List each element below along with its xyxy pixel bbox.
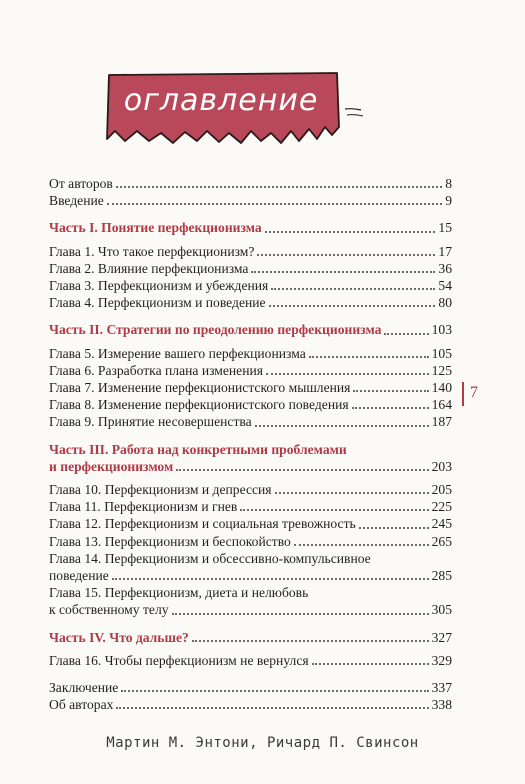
toc-row-chapter[interactable]: Глава 12. Перфекционизм и социальная тревожность 245	[49, 516, 452, 532]
toc-row-chapter-15-line1[interactable]: Глава 15. Перфекционизм, диета и нелюбовь	[49, 585, 309, 601]
page-number: 7	[470, 384, 478, 401]
toc-row-chapter[interactable]: Глава 3. Перфекционизм и убеждения 54	[49, 278, 452, 294]
toc-row-chapter[interactable]: Глава 11. Перфекционизм и гнев 225	[49, 499, 452, 515]
toc-row-conclusion[interactable]: Заключение 337	[49, 680, 452, 696]
toc-row-chapter[interactable]: Глава 4. Перфекционизм и поведение 80	[49, 295, 452, 311]
toc-row-chapter-14-line1[interactable]: Глава 14. Перфекционизм и обсессивно-компульсивное	[49, 550, 371, 566]
page-number-bar	[462, 382, 464, 406]
authors-footer: Мартин М. Энтони, Ричард П. Свинсон	[106, 735, 419, 751]
title-banner	[101, 69, 375, 153]
toc-part-1[interactable]: Часть I. Понятие перфекционизма 15	[49, 220, 452, 236]
toc-row-chapter[interactable]: Глава 6. Разработка плана изменения 125	[49, 362, 452, 378]
toc-title: оглавление	[123, 83, 319, 118]
toc-row-chapter[interactable]: Глава 16. Чтобы перфекционизм не вернулся 329	[49, 652, 452, 668]
table-of-contents	[49, 175, 452, 713]
toc-row-chapter[interactable]: Глава 13. Перфекционизм и беспокойство 265	[49, 533, 452, 549]
toc-row-chapter[interactable]: Глава 10. Перфекционизм и депрессия 205	[49, 482, 452, 498]
toc-row-authors[interactable]: От авторов 8	[49, 176, 452, 191]
toc-row-chapter-15[interactable]: к собственному телу 305	[49, 602, 452, 618]
toc-row-chapter[interactable]: Глава 7. Изменение перфекционистского мышления 140	[49, 380, 452, 396]
toc-part-3-line1[interactable]: Часть III. Работа над конкретными проблемами	[49, 441, 347, 457]
toc-part-2[interactable]: Часть II. Стратегии по преодолению перфекционизма 103	[49, 322, 452, 338]
toc-part-4[interactable]: Часть IV. Что дальше? 327	[49, 629, 452, 645]
toc-row-introduction[interactable]: Введение 9	[49, 193, 452, 209]
toc-row-chapter[interactable]: Глава 8. Изменение перфекционистского поведения 164	[49, 397, 452, 413]
toc-row-chapter-14[interactable]: поведение 285	[49, 568, 452, 584]
toc-row-about-authors[interactable]: Об авторах 338	[49, 697, 452, 713]
toc-part-3[interactable]: и перфекционизмом 203	[49, 458, 452, 474]
toc-row-chapter[interactable]: Глава 2. Влияние перфекционизма 36	[49, 260, 452, 276]
toc-row-chapter[interactable]: Глава 5. Измерение вашего перфекционизма 105	[49, 345, 452, 361]
toc-row-chapter[interactable]: Глава 1. Что такое перфекционизм? 17	[49, 243, 452, 259]
toc-row-chapter[interactable]: Глава 9. Принятие несовершенства 187	[49, 414, 452, 430]
